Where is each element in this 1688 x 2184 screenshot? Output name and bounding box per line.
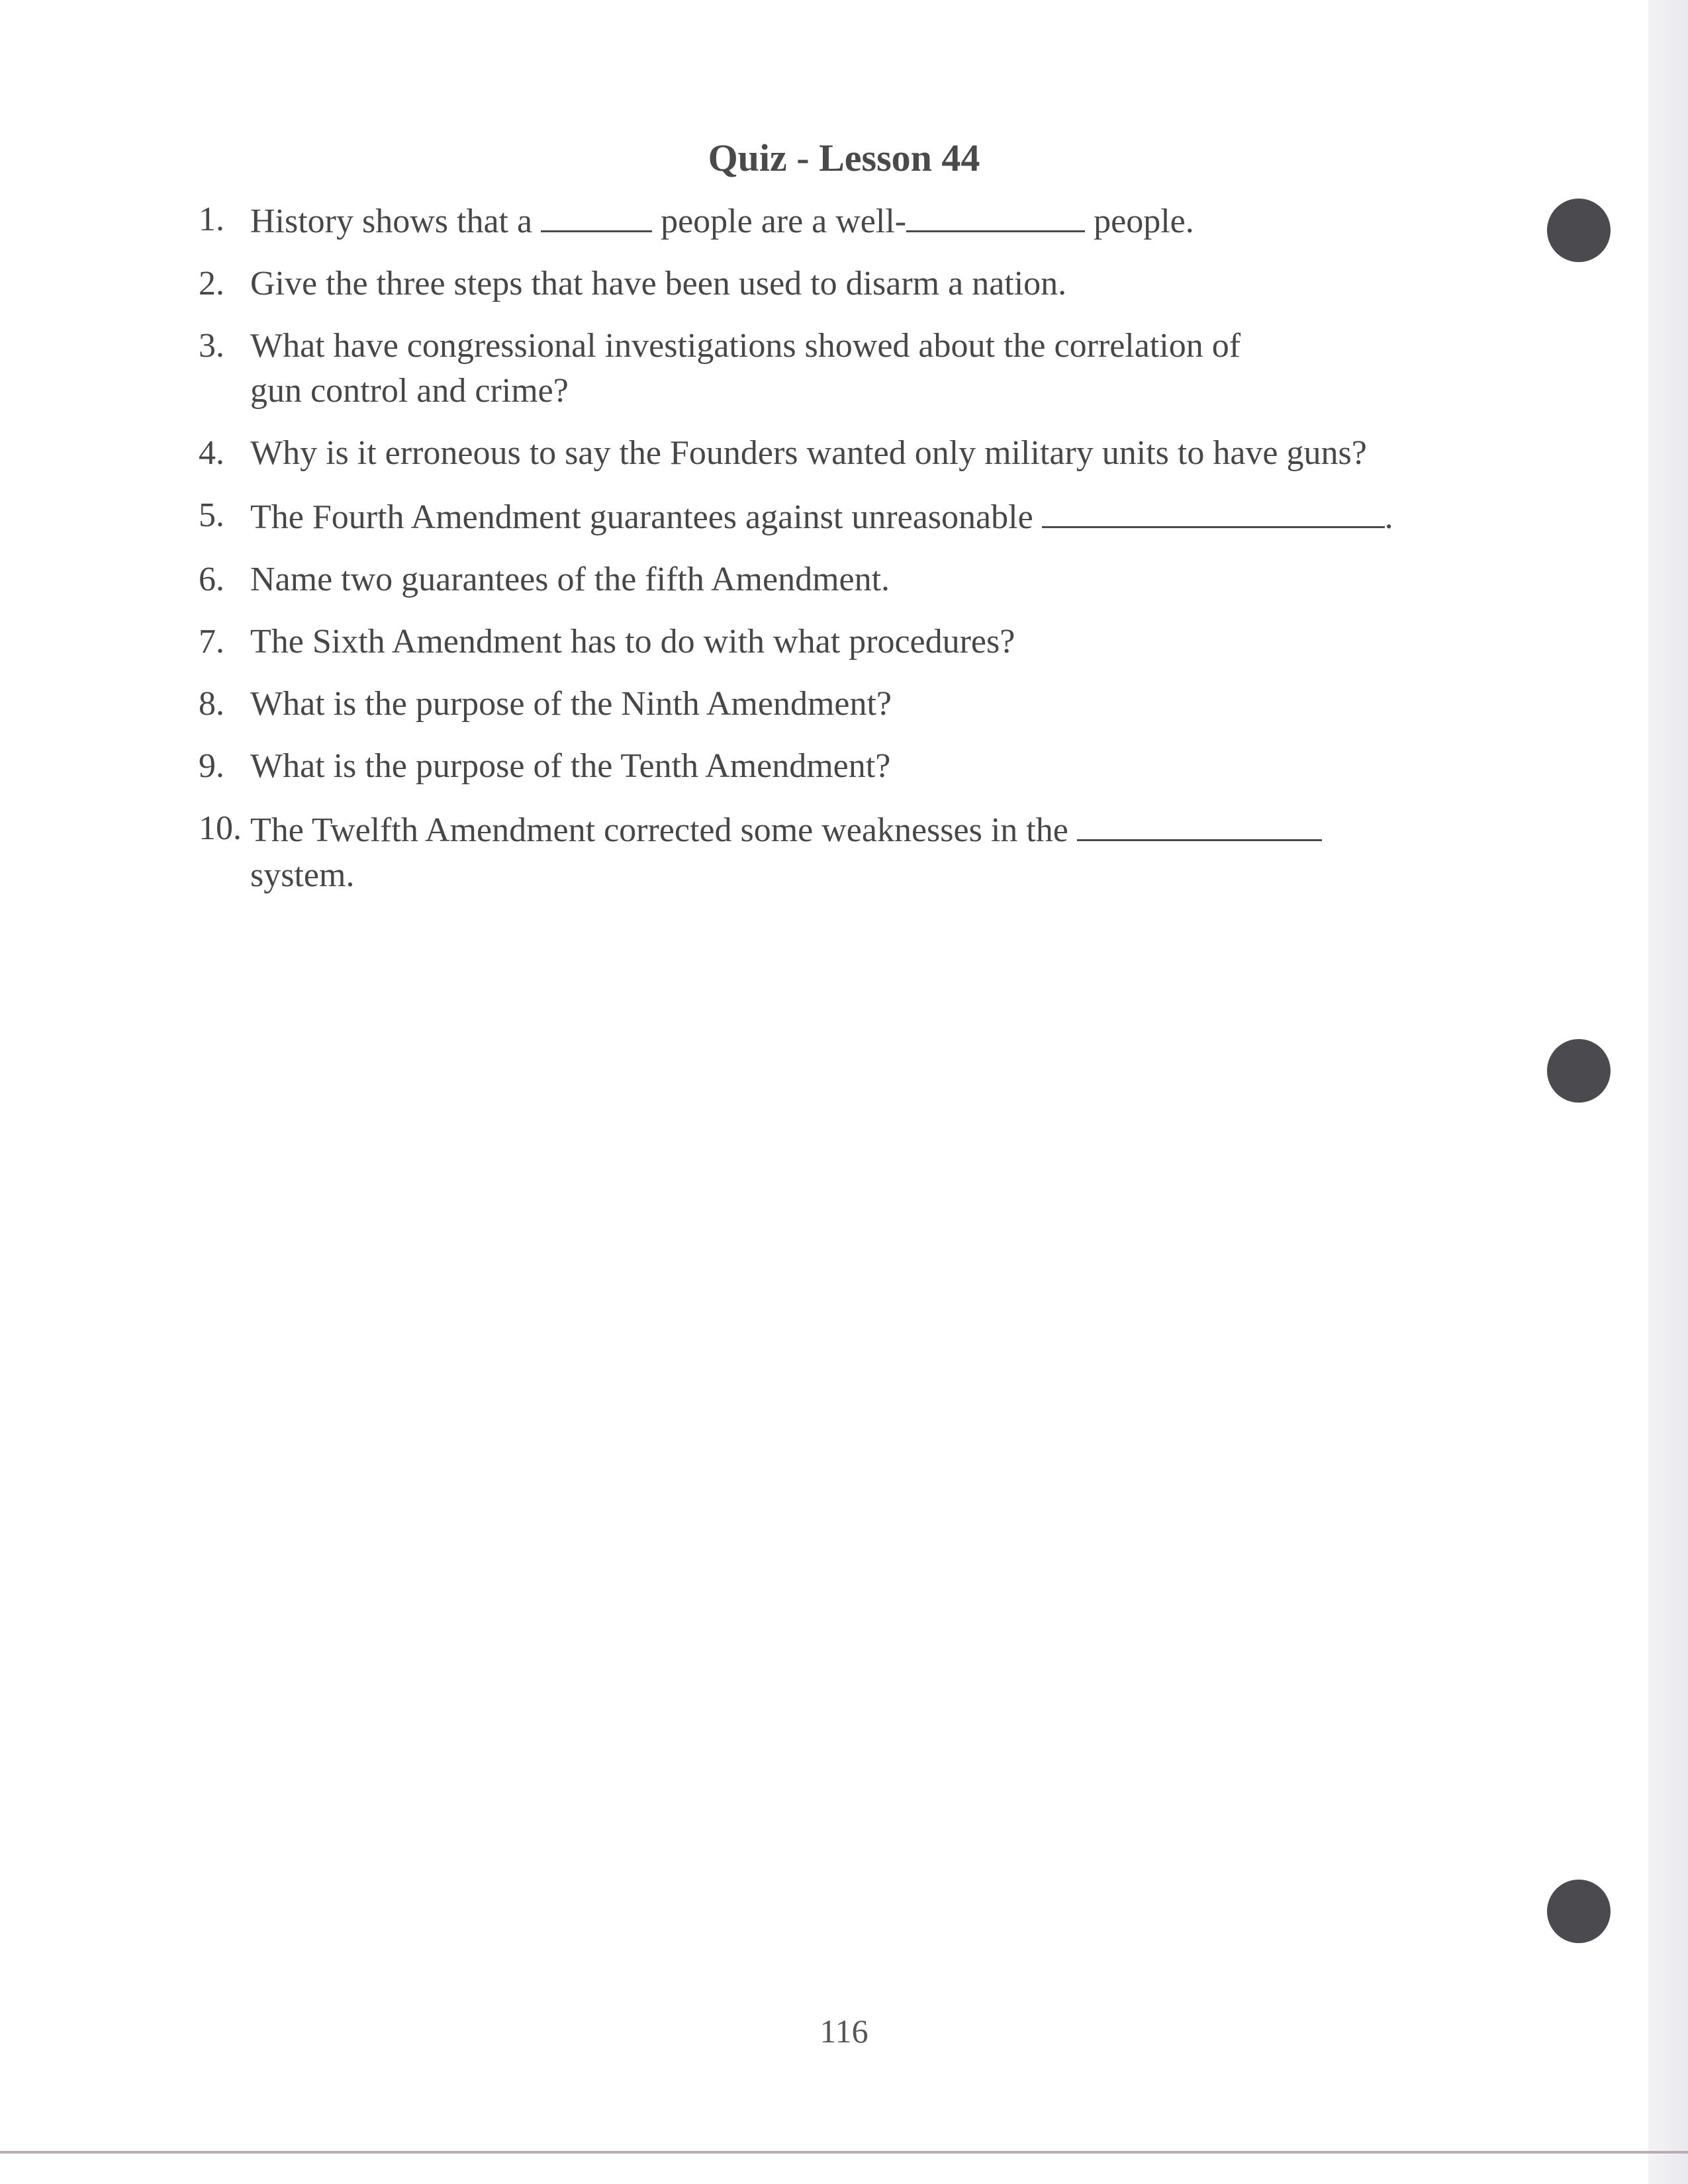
question-text: The Twelfth Amendment corrected some weaknesses in the bbox=[250, 811, 1068, 849]
answer-blank[interactable] bbox=[906, 197, 1085, 232]
question-10 bbox=[199, 806, 1496, 898]
question-5 bbox=[199, 493, 1496, 540]
question-8 bbox=[199, 682, 1496, 727]
page-bottom-edge bbox=[0, 2151, 1688, 2154]
question-text: people. bbox=[1094, 203, 1194, 240]
question-number: 9. bbox=[199, 747, 224, 785]
question-6 bbox=[199, 557, 1496, 602]
question-number: 4. bbox=[199, 434, 224, 472]
binder-hole bbox=[1547, 1880, 1611, 1943]
page-title: Quiz - Lesson 44 bbox=[708, 136, 980, 179]
question-number: 10. bbox=[199, 809, 242, 847]
question-number: 7. bbox=[199, 623, 224, 660]
question-text: Why is it erroneous to say the Founders wanted only military units to have guns? bbox=[250, 434, 1367, 472]
question-text: What is the purpose of the Ninth Amendment? bbox=[250, 685, 892, 723]
question-3 bbox=[199, 324, 1496, 414]
question-number: 1. bbox=[199, 201, 224, 238]
question-text: The Fourth Amendment guarantees against unreasonable bbox=[250, 498, 1033, 536]
page-number: 116 bbox=[820, 2013, 868, 2050]
question-number: 2. bbox=[199, 265, 224, 302]
question-text: What is the purpose of the Tenth Amendment? bbox=[250, 747, 891, 785]
answer-blank[interactable] bbox=[1077, 806, 1322, 841]
answer-blank[interactable] bbox=[1042, 493, 1385, 528]
question-text: people are a well- bbox=[661, 203, 907, 240]
question-text: system. bbox=[250, 856, 355, 894]
question-text: The Sixth Amendment has to do with what procedures? bbox=[250, 623, 1015, 660]
binder-hole bbox=[1547, 1039, 1611, 1103]
question-text: History shows that a bbox=[250, 203, 533, 240]
question-text: What have congressional investigations showed about the correlation of gun control and crime? bbox=[250, 327, 1241, 410]
question-text: . bbox=[1384, 498, 1393, 536]
question-1 bbox=[199, 197, 1496, 244]
question-text: Give the three steps that have been used to disarm a nation. bbox=[250, 265, 1067, 302]
question-list bbox=[199, 197, 1496, 915]
question-number: 6. bbox=[199, 561, 224, 598]
question-text: Name two guarantees of the fifth Amendment. bbox=[250, 561, 890, 598]
page-edge-shadow bbox=[1648, 0, 1688, 2184]
answer-blank[interactable] bbox=[541, 197, 652, 232]
question-9 bbox=[199, 744, 1496, 789]
question-7 bbox=[199, 619, 1496, 664]
question-number: 3. bbox=[199, 327, 224, 365]
question-number: 8. bbox=[199, 685, 224, 723]
question-4 bbox=[199, 431, 1496, 476]
question-2 bbox=[199, 261, 1496, 306]
binder-hole bbox=[1547, 199, 1611, 262]
question-number: 5. bbox=[199, 496, 224, 534]
